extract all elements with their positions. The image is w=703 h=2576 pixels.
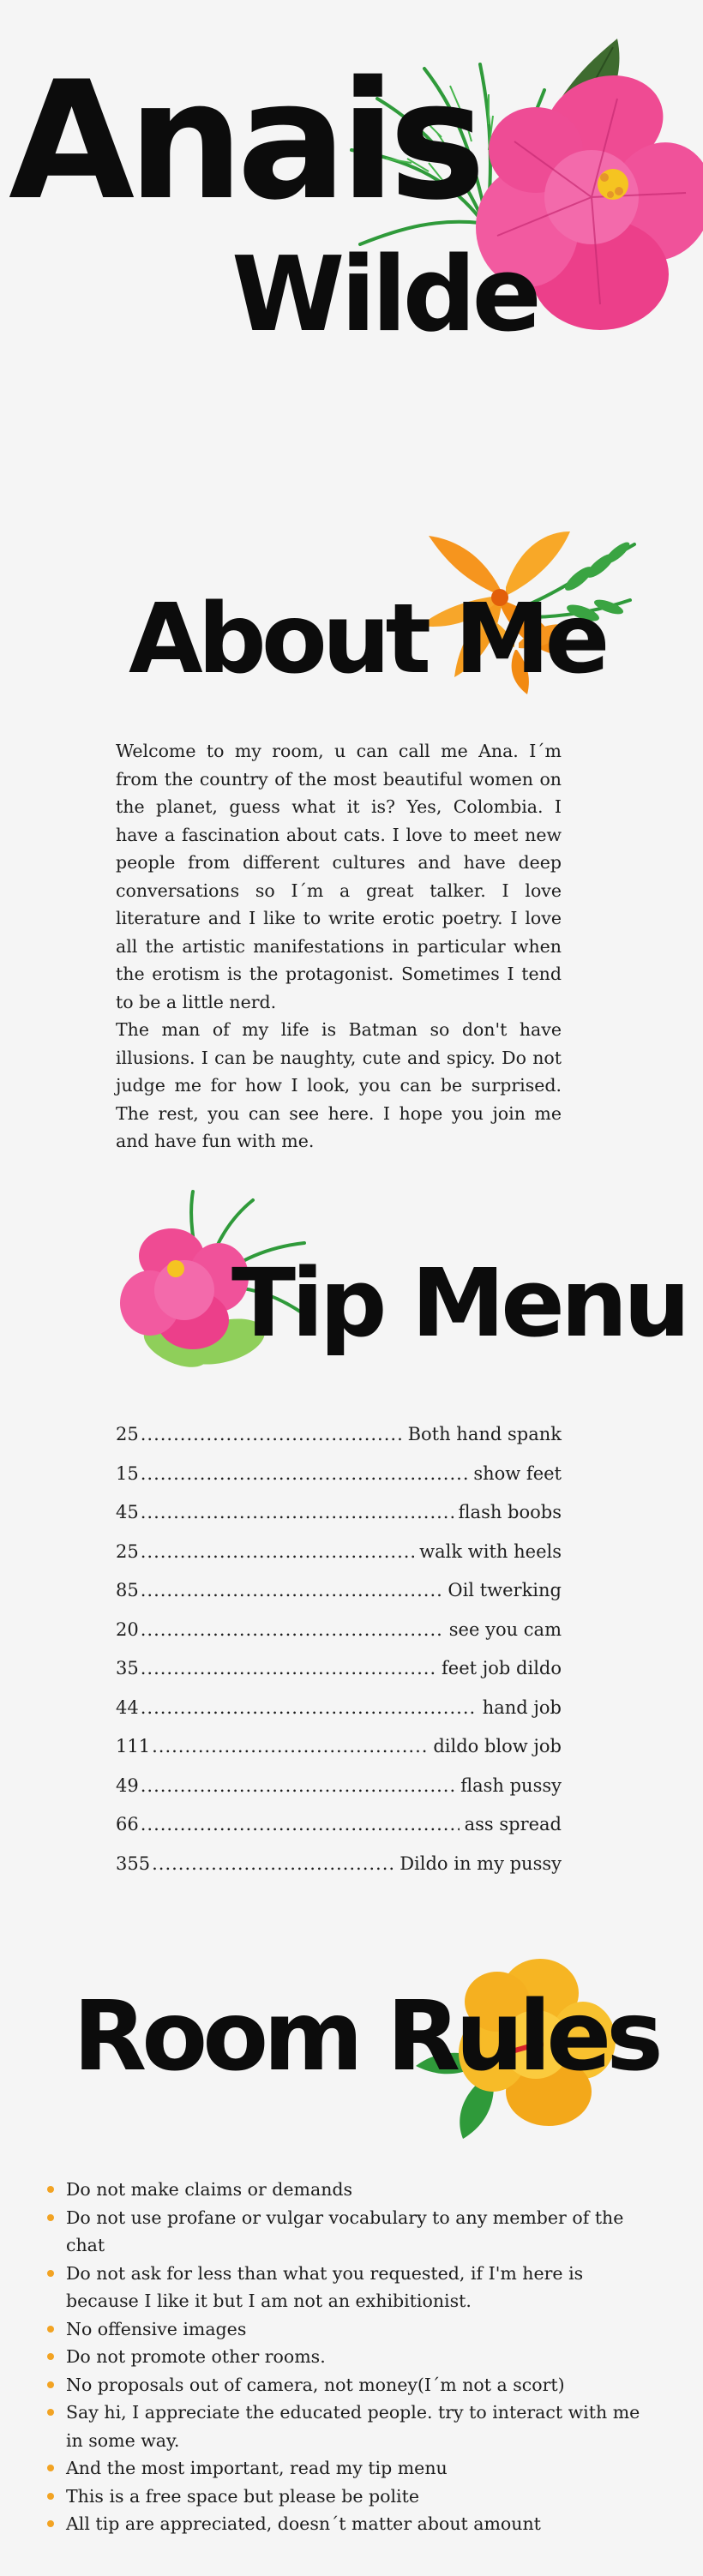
tip-label: Both hand spank: [407, 1424, 562, 1444]
tip-menu-item: [116, 1424, 562, 1463]
tip-label: dildo blow job: [433, 1736, 562, 1756]
tip-amount: 35: [116, 1658, 139, 1678]
rule-item: No offensive images: [47, 2315, 647, 2344]
tip-label: feet job dildo: [442, 1658, 562, 1678]
tip-dot-leader: [141, 1814, 460, 1834]
rule-item: All tip are appreciated, doesn´t matter about amount: [47, 2510, 647, 2538]
tip-amount: 25: [116, 1424, 139, 1444]
rule-item: And the most important, read my tip menu: [47, 2454, 647, 2483]
about-paragraph: The man of my life is Batman so don't have illusions. I can be naughty, cute and spicy. Do not judge me for how I look, you can be surprised. The rest, you can see here. I hope you join me and have fun with me.: [116, 1019, 562, 1151]
tip-dot-leader: [141, 1697, 478, 1718]
tip-dot-leader: [141, 1619, 444, 1640]
tip-amount: 355: [116, 1852, 151, 1874]
tip-amount: 85: [116, 1580, 139, 1600]
tip-menu-item: [116, 1580, 562, 1619]
tip-menu-item: [116, 1463, 562, 1503]
tip-dot-leader: [141, 1463, 469, 1484]
tip-menu-item: [116, 1853, 562, 1893]
tip-label: see you cam: [448, 1618, 562, 1640]
tip-amount: 66: [116, 1814, 139, 1834]
room-rules-list: [47, 2176, 647, 2538]
tip-menu-item: [116, 1697, 562, 1737]
tip-dot-leader: [141, 1502, 454, 1522]
about-title: About Me: [129, 584, 605, 695]
tip-menu-item: [116, 1775, 562, 1815]
rule-item: Do not ask for less than what you requested, if I'm here is because I like it but I am not an exhibitionist.: [47, 2260, 647, 2315]
rule-item: Do not make claims or demands: [47, 2176, 647, 2204]
tip-menu-title: Tip Menu: [231, 1248, 687, 1358]
tip-amount: 44: [116, 1696, 139, 1718]
rule-item: Say hi, I appreciate the educated people. try to interact with me in some way.: [47, 2399, 647, 2454]
tip-menu-item: [116, 1736, 562, 1775]
tip-amount: 25: [116, 1540, 139, 1562]
room-rules-title: Room Rules: [73, 1981, 658, 2093]
tip-menu-item: [116, 1541, 562, 1581]
tip-label: show feet: [473, 1462, 562, 1484]
tip-amount: 20: [116, 1618, 139, 1640]
header-name-first: Anais: [9, 46, 479, 236]
tip-dot-leader: [141, 1775, 455, 1796]
rule-item: No proposals out of camera, not money(I´m not a scort): [47, 2371, 647, 2399]
header-name-last: Wilde: [231, 236, 538, 355]
tip-label: flash pussy: [460, 1774, 562, 1796]
tip-menu-list: [116, 1424, 562, 1892]
tip-dot-leader: [141, 1580, 443, 1600]
tip-dot-leader: [141, 1541, 414, 1562]
rule-item: Do not promote other rooms.: [47, 2343, 647, 2371]
tip-dot-leader: [141, 1658, 436, 1678]
tip-menu-item: [116, 1814, 562, 1853]
tip-amount: 45: [116, 1502, 139, 1522]
rule-item: Do not use profane or vulgar vocabulary to any member of the chat: [47, 2204, 647, 2260]
tip-amount: 49: [116, 1774, 139, 1796]
tip-label: Oil twerking: [448, 1580, 562, 1600]
tip-amount: 15: [116, 1462, 139, 1484]
about-paragraph: Welcome to my room, u can call me Ana. I´m from the country of the most beautiful women on the planet, guess what it is? Yes, Colombia. I have a fascination about cats. I love to meet new people from different cultures and have deep conversations so I´m a great talker. I love literature and I like to write erotic poetry. I love all the artistic manifestations in particular when the erotism is the protagonist. Sometimes I tend to be a little nerd.: [116, 741, 562, 1012]
tip-label: flash boobs: [458, 1502, 562, 1522]
tip-menu-item: [116, 1658, 562, 1697]
tip-menu-item: [116, 1619, 562, 1659]
tip-dot-leader: [152, 1853, 394, 1874]
tip-dot-leader: [141, 1424, 403, 1444]
tip-menu-item: [116, 1502, 562, 1541]
tip-label: walk with heels: [419, 1540, 562, 1562]
rule-item: This is a free space but please be polite: [47, 2483, 647, 2511]
about-text: [116, 737, 562, 1156]
tip-label: ass spread: [464, 1814, 562, 1834]
tip-label: hand job: [482, 1696, 562, 1718]
tip-dot-leader: [152, 1736, 428, 1756]
tip-amount: 111: [116, 1736, 151, 1756]
tip-label: Dildo in my pussy: [400, 1852, 562, 1874]
